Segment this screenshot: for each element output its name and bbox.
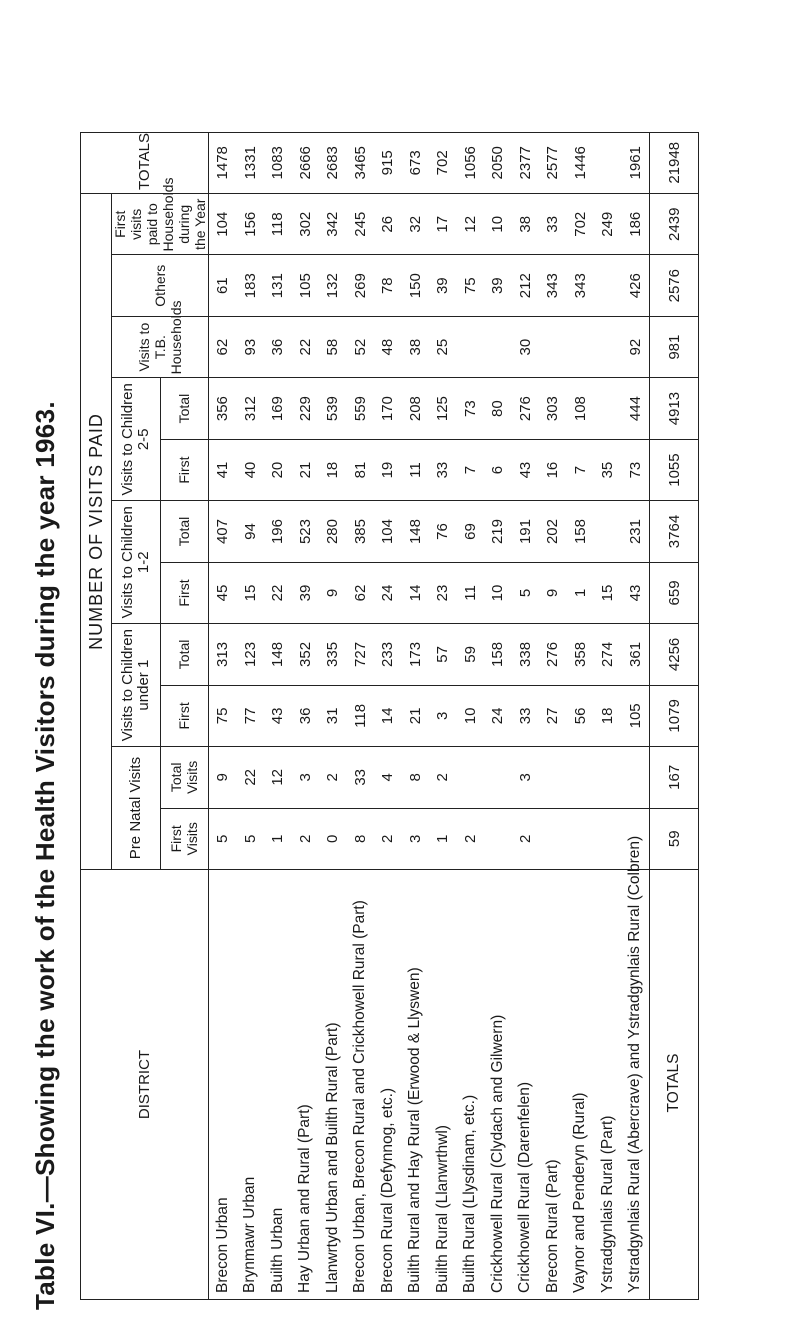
table-row <box>402 71 430 1300</box>
table-cell: 59 <box>457 624 485 685</box>
table-cell: 4 <box>374 747 402 808</box>
table-cell: 21 <box>402 685 430 746</box>
table-cell: 158 <box>484 624 512 685</box>
district-name: Crickhowell Rural (Clydach and Gilwern) <box>484 870 512 1300</box>
table-cell: 183 <box>237 255 265 316</box>
table-cell: 21 <box>292 439 320 500</box>
table-row <box>484 71 512 1300</box>
table-cell: 24 <box>374 562 402 623</box>
table-cell: 9 <box>539 562 567 623</box>
table-cell: 7 <box>457 439 485 500</box>
table-cell: 30 <box>512 316 540 377</box>
visits-paid-header: NUMBER OF VISITS PAID <box>81 194 112 870</box>
table-cell: 276 <box>539 624 567 685</box>
district-name: Brecon Rural (Defynnog, etc.) <box>374 870 402 1300</box>
table-cell: 202 <box>539 501 567 562</box>
table-cell: 2666 <box>292 132 320 193</box>
table-cell: 15 <box>594 562 622 623</box>
totals-cell: 4256 <box>650 624 699 685</box>
table-cell: 123 <box>237 624 265 685</box>
table-cell: 39 <box>484 255 512 316</box>
table-cell: 26 <box>374 194 402 255</box>
table-cell: 3 <box>512 747 540 808</box>
table-cell: 208 <box>402 378 430 439</box>
table-cell: 727 <box>347 624 375 685</box>
table-cell: 1 <box>264 808 292 869</box>
table-cell: 76 <box>429 501 457 562</box>
table-cell <box>567 808 595 869</box>
table-cell: 8 <box>347 808 375 869</box>
table-cell: 1083 <box>264 132 292 193</box>
table-cell: 39 <box>292 562 320 623</box>
table-cell: 19 <box>374 439 402 500</box>
table-cell: 41 <box>209 439 237 500</box>
table-cell: 269 <box>347 255 375 316</box>
table-cell: 156 <box>237 194 265 255</box>
district-name: Brynmawr Urban <box>237 870 265 1300</box>
table-row <box>264 71 292 1300</box>
table-cell: 73 <box>457 378 485 439</box>
table-row <box>319 71 347 1300</box>
table-cell: 444 <box>622 378 650 439</box>
table-cell: 173 <box>402 624 430 685</box>
table-cell: 3 <box>292 747 320 808</box>
table-cell: 3465 <box>347 132 375 193</box>
table-cell: 104 <box>209 194 237 255</box>
table-cell: 915 <box>374 132 402 193</box>
table-cell: 94 <box>237 501 265 562</box>
table-cell: 22 <box>264 562 292 623</box>
table-cell: 1 <box>567 562 595 623</box>
table-cell <box>594 378 622 439</box>
table-cell: 2577 <box>539 132 567 193</box>
district-name: Brecon Urban, Brecon Rural and Crickhowell Rural (Part) <box>347 870 375 1300</box>
subheader-1-2-first: First <box>160 562 209 623</box>
table-cell: 148 <box>402 501 430 562</box>
table-cell: 33 <box>429 439 457 500</box>
table-cell: 559 <box>347 378 375 439</box>
table-cell: 276 <box>512 378 540 439</box>
district-header: DISTRICT <box>81 870 209 1300</box>
totals-cell: 1079 <box>650 685 699 746</box>
table-cell: 523 <box>292 501 320 562</box>
table-cell: 158 <box>567 501 595 562</box>
table-cell: 43 <box>264 685 292 746</box>
table-cell <box>567 316 595 377</box>
table-cell: 356 <box>209 378 237 439</box>
tb-label: T.B. Households <box>152 300 184 375</box>
table-cell: 75 <box>457 255 485 316</box>
table-cell: 40 <box>237 439 265 500</box>
table-cell: 132 <box>319 255 347 316</box>
totals-cell: 59 <box>650 808 699 869</box>
district-name: Llanwrtyd Urban and Builth Rural (Part) <box>319 870 347 1300</box>
table-cell: 104 <box>374 501 402 562</box>
table-cell: 10 <box>484 562 512 623</box>
table-cell: 233 <box>374 624 402 685</box>
table-cell: 0 <box>319 808 347 869</box>
table-cell: 16 <box>539 439 567 500</box>
table-cell: 407 <box>209 501 237 562</box>
tb-households-header <box>112 300 209 377</box>
table-row <box>457 71 485 1300</box>
table-cell: 702 <box>567 194 595 255</box>
households-prefix: First visits paid to <box>112 203 160 246</box>
visits-table <box>80 70 699 1300</box>
table-cell: 45 <box>209 562 237 623</box>
district-name: Builth Rural (Llysdinam, etc.) <box>457 870 485 1300</box>
table-cell: 12 <box>457 194 485 255</box>
table-cell: 335 <box>319 624 347 685</box>
table-cell <box>539 808 567 869</box>
table-row <box>567 71 595 1300</box>
table-cell: 3 <box>402 808 430 869</box>
table-cell: 118 <box>347 685 375 746</box>
table-cell: 150 <box>402 255 430 316</box>
table-cell: 80 <box>484 378 512 439</box>
table-cell: 33 <box>512 685 540 746</box>
table-cell: 212 <box>512 255 540 316</box>
table-cell: 56 <box>567 685 595 746</box>
table-cell: 18 <box>594 685 622 746</box>
table-row <box>429 71 457 1300</box>
table-cell: 75 <box>209 685 237 746</box>
table-cell: 57 <box>429 624 457 685</box>
totals-row <box>650 71 699 1300</box>
table-cell <box>484 747 512 808</box>
district-name: Ystradgynlais Rural (Abercrave) and Ystradgynlais Rural (Colbren) <box>622 870 650 1300</box>
subheader-prenatal-first: First Visits <box>160 808 209 869</box>
table-cell: 280 <box>319 501 347 562</box>
table-cell: 18 <box>319 439 347 500</box>
district-name: Brecon Urban <box>209 870 237 1300</box>
table-cell: 20 <box>264 439 292 500</box>
table-row <box>539 71 567 1300</box>
table-cell: 303 <box>539 378 567 439</box>
table-cell: 93 <box>237 316 265 377</box>
table-cell: 105 <box>622 685 650 746</box>
table-cell <box>594 747 622 808</box>
table-cell: 5 <box>512 562 540 623</box>
table-cell: 1446 <box>567 132 595 193</box>
table-cell: 196 <box>264 501 292 562</box>
table-cell: 361 <box>622 624 650 685</box>
district-name: Crickhowell Rural (Darenfelen) <box>512 870 540 1300</box>
table-cell: 118 <box>264 194 292 255</box>
table-cell: 426 <box>622 255 650 316</box>
table-cell: 31 <box>319 685 347 746</box>
table-cell: 92 <box>622 316 650 377</box>
table-row <box>374 71 402 1300</box>
table-cell: 105 <box>292 255 320 316</box>
table-cell: 312 <box>237 378 265 439</box>
tb-prefix: Visits to <box>136 322 152 372</box>
table-cell: 10 <box>484 194 512 255</box>
totals-cell: 21948 <box>650 132 699 193</box>
table-cell <box>457 747 485 808</box>
subheader-under1-total: Total <box>160 624 209 685</box>
district-name: Hay Urban and Rural (Part) <box>292 870 320 1300</box>
table-cell: 62 <box>209 316 237 377</box>
table-cell: 2 <box>292 808 320 869</box>
district-name: Ystradgynlais Rural (Part) <box>594 870 622 1300</box>
table-cell: 32 <box>402 194 430 255</box>
table-cell: 7 <box>567 439 595 500</box>
table-cell: 1056 <box>457 132 485 193</box>
district-name: Builth Rural (Llanwrthwl) <box>429 870 457 1300</box>
totals-label: TOTALS <box>650 870 699 1300</box>
table-cell: 302 <box>292 194 320 255</box>
table-cell: 27 <box>539 685 567 746</box>
table-cell: 11 <box>457 562 485 623</box>
district-name: Builth Urban <box>264 870 292 1300</box>
table-cell: 245 <box>347 194 375 255</box>
table-cell: 2 <box>457 808 485 869</box>
table-cell: 52 <box>347 316 375 377</box>
table-cell: 22 <box>292 316 320 377</box>
table-cell <box>594 132 622 193</box>
table-cell <box>594 255 622 316</box>
table-cell: 274 <box>594 624 622 685</box>
table-cell: 78 <box>374 255 402 316</box>
table-cell: 36 <box>292 685 320 746</box>
table-cell: 343 <box>539 255 567 316</box>
table-cell: 14 <box>374 685 402 746</box>
subheader-1-2-total: Total <box>160 501 209 562</box>
table-cell: 58 <box>319 316 347 377</box>
table-cell: 38 <box>402 316 430 377</box>
table-cell: 6 <box>484 439 512 500</box>
table-row <box>292 71 320 1300</box>
table-cell <box>539 316 567 377</box>
table-cell: 148 <box>264 624 292 685</box>
table-cell: 229 <box>292 378 320 439</box>
table-cell: 3 <box>429 685 457 746</box>
totals-cell: 3764 <box>650 501 699 562</box>
table-cell: 69 <box>457 501 485 562</box>
table-cell: 338 <box>512 624 540 685</box>
households-label: Households during the Year <box>160 177 208 252</box>
table-cell: 2050 <box>484 132 512 193</box>
rotated-table-container <box>80 70 800 1300</box>
table-cell: 702 <box>429 132 457 193</box>
table-cell: 1331 <box>237 132 265 193</box>
table-cell: 191 <box>512 501 540 562</box>
totals-cell: 1055 <box>650 439 699 500</box>
table-cell: 9 <box>319 562 347 623</box>
table-cell: 186 <box>622 194 650 255</box>
table-cell: 343 <box>567 255 595 316</box>
table-cell: 35 <box>594 439 622 500</box>
totals-cell: 981 <box>650 316 699 377</box>
table-cell: 8 <box>402 747 430 808</box>
table-cell: 2 <box>429 747 457 808</box>
group-header-1-2: Visits to Children 1-2 <box>112 501 161 624</box>
table-cell: 36 <box>264 316 292 377</box>
table-row <box>347 71 375 1300</box>
table-cell: 24 <box>484 685 512 746</box>
table-cell: 43 <box>512 439 540 500</box>
table-cell: 33 <box>347 747 375 808</box>
table-cell: 169 <box>264 378 292 439</box>
table-cell <box>457 316 485 377</box>
table-cell <box>567 747 595 808</box>
table-cell: 2 <box>374 808 402 869</box>
table-cell: 219 <box>484 501 512 562</box>
totals-cell: 659 <box>650 562 699 623</box>
table-cell: 48 <box>374 316 402 377</box>
table-cell: 15 <box>237 562 265 623</box>
table-cell: 33 <box>539 194 567 255</box>
table-cell: 17 <box>429 194 457 255</box>
page-title: Table VI.—Showing the work of the Health Visitors during the year 1963. <box>30 401 60 1310</box>
table-cell: 673 <box>402 132 430 193</box>
table-cell: 108 <box>567 378 595 439</box>
table-cell: 10 <box>457 685 485 746</box>
table-cell: 2683 <box>319 132 347 193</box>
table-cell: 43 <box>622 562 650 623</box>
table-cell: 539 <box>319 378 347 439</box>
totals-cell: 2439 <box>650 194 699 255</box>
table-cell: 23 <box>429 562 457 623</box>
table-cell: 9 <box>209 747 237 808</box>
table-cell: 14 <box>402 562 430 623</box>
others-header: Others <box>112 255 209 316</box>
group-header-prenatal: Pre Natal Visits <box>112 747 161 870</box>
district-name: Brecon Rural (Part) <box>539 870 567 1300</box>
table-cell: 385 <box>347 501 375 562</box>
table-cell: 25 <box>429 316 457 377</box>
table-cell: 11 <box>402 439 430 500</box>
totals-column-header: TOTALS <box>81 132 209 193</box>
table-cell: 61 <box>209 255 237 316</box>
table-cell: 2377 <box>512 132 540 193</box>
totals-cell: 167 <box>650 747 699 808</box>
group-header-2-5: Visits to Children 2-5 <box>112 378 161 501</box>
table-row <box>512 71 540 1300</box>
table-cell: 1478 <box>209 132 237 193</box>
district-name: Vaynor and Penderyn (Rural) <box>567 870 595 1300</box>
table-cell: 73 <box>622 439 650 500</box>
table-cell: 125 <box>429 378 457 439</box>
table-cell: 2 <box>319 747 347 808</box>
table-cell: 170 <box>374 378 402 439</box>
table-cell: 81 <box>347 439 375 500</box>
table-cell: 22 <box>237 747 265 808</box>
table-cell: 352 <box>292 624 320 685</box>
table-cell <box>484 316 512 377</box>
table-cell <box>594 316 622 377</box>
subheader-2-5-first: First <box>160 439 209 500</box>
group-header-under1: Visits to Children under 1 <box>112 624 161 747</box>
table-cell: 342 <box>319 194 347 255</box>
table-row <box>622 71 650 1300</box>
table-cell: 313 <box>209 624 237 685</box>
table-cell: 131 <box>264 255 292 316</box>
table-row <box>237 71 265 1300</box>
table-cell: 5 <box>237 808 265 869</box>
totals-cell: 4913 <box>650 378 699 439</box>
district-name: Builth Rural and Hay Rural (Erwood & Llyswen) <box>402 870 430 1300</box>
table-cell: 77 <box>237 685 265 746</box>
table-cell: 5 <box>209 808 237 869</box>
table-cell: 62 <box>347 562 375 623</box>
table-cell <box>484 808 512 869</box>
table-cell: 249 <box>594 194 622 255</box>
subheader-prenatal-total: Total Visits <box>160 747 209 808</box>
totals-cell: 2576 <box>650 255 699 316</box>
households-header <box>112 177 209 255</box>
table-cell: 2 <box>512 808 540 869</box>
table-body <box>209 71 699 1300</box>
table-row <box>209 71 237 1300</box>
table-cell: 1 <box>429 808 457 869</box>
subheader-2-5-total: Total <box>160 378 209 439</box>
table-cell: 39 <box>429 255 457 316</box>
table-cell <box>594 808 622 869</box>
table-cell <box>594 501 622 562</box>
table-cell: 231 <box>622 501 650 562</box>
table-cell: 358 <box>567 624 595 685</box>
table-cell <box>622 747 650 808</box>
table-cell: 12 <box>264 747 292 808</box>
table-row <box>594 71 622 1300</box>
table-cell: 38 <box>512 194 540 255</box>
table-cell: 1961 <box>622 132 650 193</box>
table-cell <box>539 747 567 808</box>
subheader-under1-first: First <box>160 685 209 746</box>
